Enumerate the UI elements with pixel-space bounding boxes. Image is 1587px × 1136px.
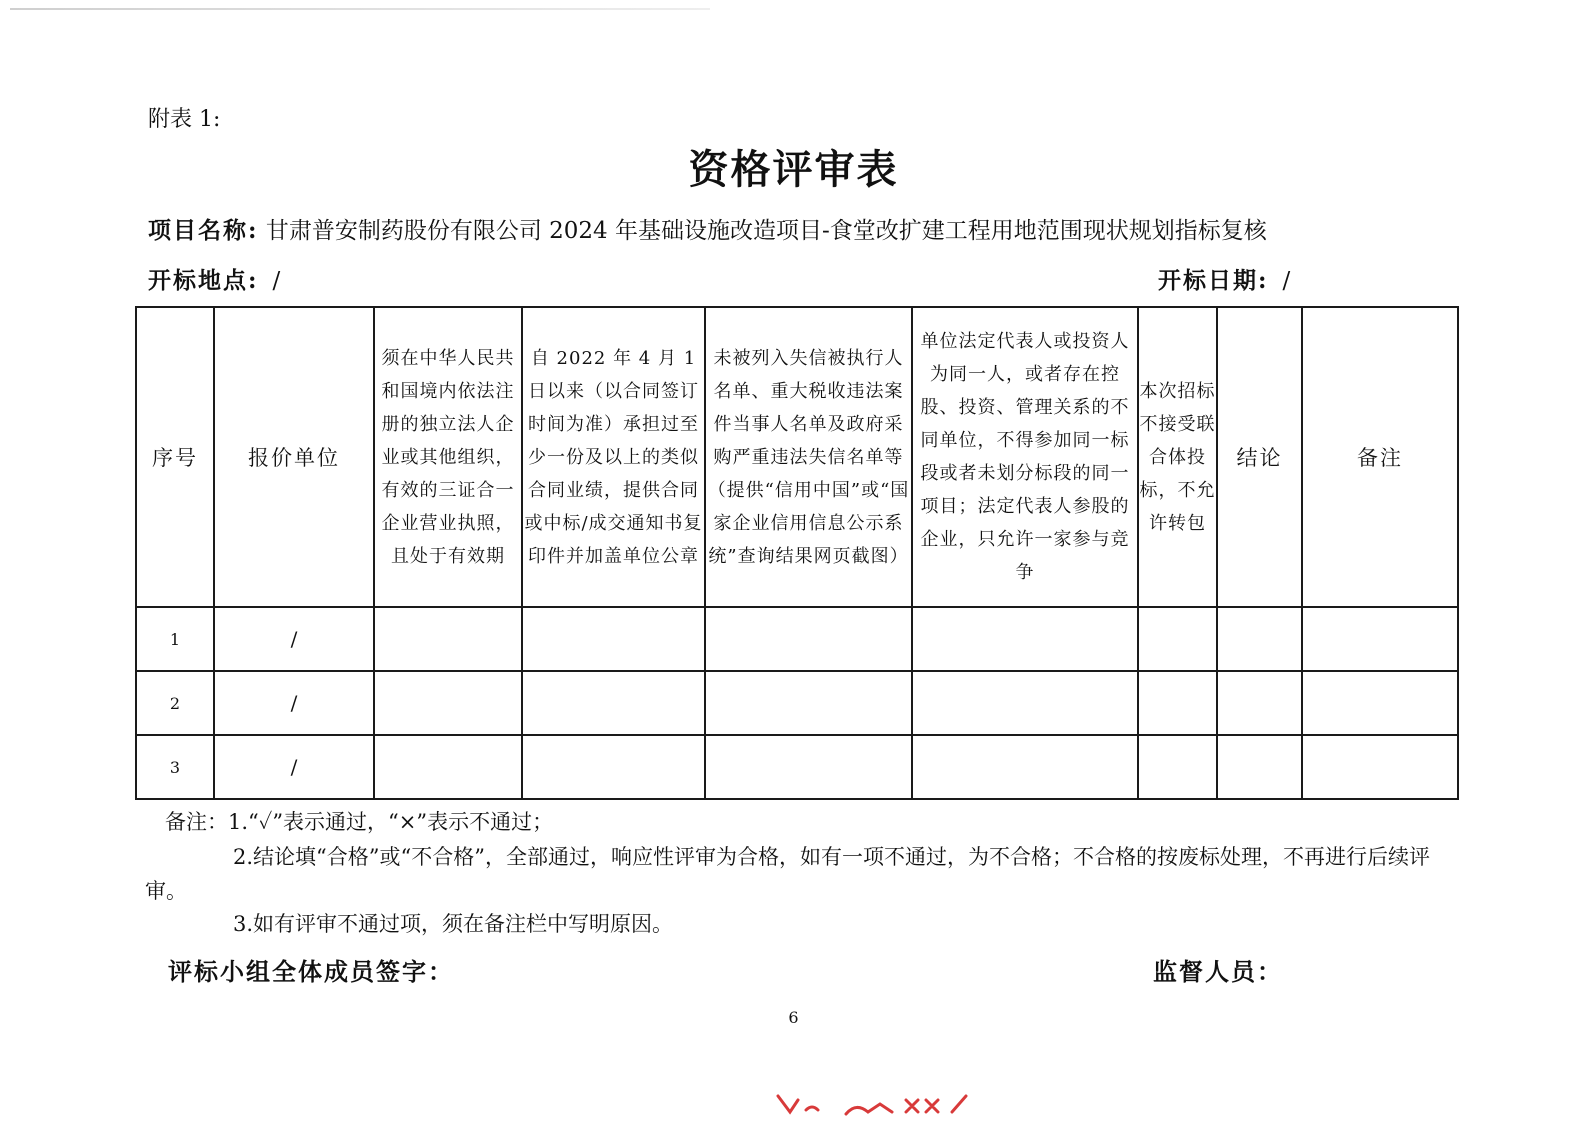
row-bidder: / xyxy=(214,735,374,799)
bid-date-label: 开标日期: xyxy=(1158,267,1269,294)
cell-remarks xyxy=(1302,671,1458,735)
scan-edge-line xyxy=(10,8,710,10)
note-3: 3.如有评审不通过项，须在备注栏中写明原因。 xyxy=(233,912,674,936)
cell-remarks xyxy=(1302,735,1458,799)
attachment-label: 附表 1: xyxy=(148,107,221,132)
cell-consortium xyxy=(1138,607,1217,671)
row-bidder: / xyxy=(214,607,374,671)
header-conclusion: 结论 xyxy=(1217,307,1302,607)
cell-conclusion xyxy=(1217,671,1302,735)
bid-location-value: / xyxy=(272,268,283,294)
table-row xyxy=(136,735,1458,799)
header-criterion-performance: 自 2022 年 4 月 1 日以来（以合同签订时间为准）承担过至少一份及以上的类似合同业绩，提供合同或中标/成交通知书复印件并加盖单位公章 xyxy=(522,307,705,607)
project-name-line xyxy=(148,212,1267,245)
header-criterion-consortium: 本次招标不接受联合体投标，不允许转包 xyxy=(1138,307,1217,607)
cell-consortium xyxy=(1138,671,1217,735)
row-seq: 2 xyxy=(136,671,214,735)
cell-license xyxy=(374,607,522,671)
table-row xyxy=(136,671,1458,735)
qualification-review-table xyxy=(135,306,1459,800)
cell-performance xyxy=(522,607,705,671)
cell-consortium xyxy=(1138,735,1217,799)
header-remarks: 备注 xyxy=(1302,307,1458,607)
header-criterion-license: 须在中华人民共和国境内依法注册的独立法人企业或其他组织，有效的三证合一企业营业执照，且处于有效期 xyxy=(374,307,522,607)
header-criterion-credit: 未被列入失信被执行人名单、重大税收违法案件当事人名单及政府采购严重违法失信名单等（提供“信用中国”或“国家企业信用信息公示系统”查询结果网页截图） xyxy=(705,307,912,607)
cell-relationship xyxy=(912,735,1138,799)
project-name-label: 项目名称: xyxy=(148,217,259,244)
project-name-value: 甘肃普安制药股份有限公司 2024 年基础设施改造项目-食堂改扩建工程用地范围现状规划指标复核 xyxy=(265,218,1267,244)
table-row xyxy=(136,607,1458,671)
cell-remarks xyxy=(1302,607,1458,671)
header-seq: 序号 xyxy=(136,307,214,607)
cell-credit xyxy=(705,735,912,799)
bid-location-label: 开标地点: xyxy=(148,267,259,294)
cell-conclusion xyxy=(1217,735,1302,799)
header-row xyxy=(136,307,1458,607)
note-2: 2.结论填“合格”或“不合格”，全部通过，响应性评审为合格，如有一项不通过，为不合格；不合格的按废标处理，不再进行后续评审。 xyxy=(145,845,1430,903)
supervisor-signature-label: 监督人员： xyxy=(1153,957,1283,986)
cell-relationship xyxy=(912,607,1138,671)
cell-license xyxy=(374,671,522,735)
bid-date-value: / xyxy=(1282,268,1293,294)
page-number: 6 xyxy=(788,1008,799,1027)
note-1: 备注：1.“✓”表示通过，“×”表示不通过； xyxy=(165,810,554,834)
row-seq: 3 xyxy=(136,735,214,799)
cell-credit xyxy=(705,671,912,735)
committee-signature-label: 评标小组全体成员签字： xyxy=(168,957,454,986)
cell-performance xyxy=(522,735,705,799)
cell-performance xyxy=(522,671,705,735)
cell-conclusion xyxy=(1217,607,1302,671)
document-title: 资格评审表 xyxy=(688,146,899,193)
header-bidder: 报价单位 xyxy=(214,307,374,607)
cell-credit xyxy=(705,607,912,671)
bid-date-line xyxy=(1158,262,1292,295)
header-criterion-relationship: 单位法定代表人或投资人为同一人，或者存在控股、投资、管理关系的不同单位，不得参加同一标段或者未划分标段的同一项目；法定代表人参股的企业，只允许一家参与竞争 xyxy=(912,307,1138,607)
row-seq: 1 xyxy=(136,607,214,671)
cell-relationship xyxy=(912,671,1138,735)
red-stamp-fragment xyxy=(776,1094,972,1116)
row-bidder: / xyxy=(214,671,374,735)
bid-location-line xyxy=(148,262,282,295)
cell-license xyxy=(374,735,522,799)
